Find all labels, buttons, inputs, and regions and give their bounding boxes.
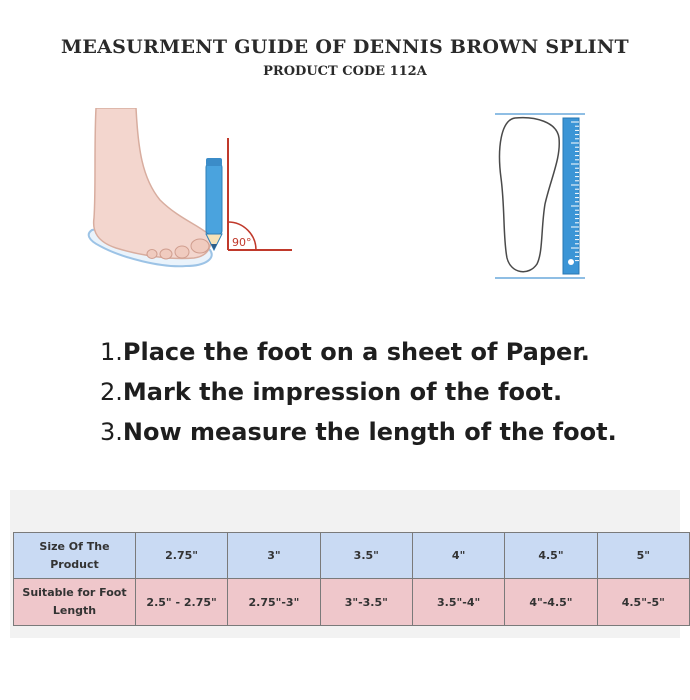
foot-length-cell: 2.5" - 2.75" <box>136 579 228 626</box>
foot-length-cell: 4"-4.5" <box>505 579 597 626</box>
foot-length-cell: 4.5"-5" <box>597 579 689 626</box>
toe <box>147 250 157 259</box>
step-2: 2.Mark the impression of the foot. <box>100 378 563 406</box>
foot-length-cell: 2.75"-3" <box>228 579 320 626</box>
size-header: Size Of The Product <box>14 533 136 579</box>
instruction-steps <box>100 332 680 452</box>
foot-length-cell: 3.5"-4" <box>412 579 504 626</box>
product-code: PRODUCT CODE 112A <box>263 64 427 79</box>
size-cell: 4.5" <box>505 533 597 579</box>
foot-shape <box>94 108 211 259</box>
foot-outline <box>500 118 560 272</box>
step-1: 1.Place the foot on a sheet of Paper. <box>100 338 590 366</box>
size-cell: 5" <box>597 533 689 579</box>
table-row-foot-length <box>14 579 690 626</box>
size-cell: 3.5" <box>320 533 412 579</box>
size-cell: 3" <box>228 533 320 579</box>
foot-marking-illustration <box>82 108 312 288</box>
size-cell: 2.75" <box>136 533 228 579</box>
foot-length-header: Suitable for Foot Length <box>14 579 136 626</box>
step-3: 3.Now measure the length of the foot. <box>100 418 617 446</box>
pencil-icon <box>206 158 222 250</box>
foot-measure-illustration <box>485 108 595 288</box>
toe <box>175 246 189 258</box>
size-chart-table <box>13 532 690 626</box>
angle-label: 90° <box>232 236 252 249</box>
ruler-icon <box>563 118 579 274</box>
page-title: MEASURMENT GUIDE OF DENNIS BROWN SPLINT <box>61 36 629 58</box>
foot-length-cell: 3"-3.5" <box>320 579 412 626</box>
toe <box>160 249 172 259</box>
size-cell: 4" <box>412 533 504 579</box>
table-row-size <box>14 533 690 579</box>
toe <box>191 239 209 253</box>
